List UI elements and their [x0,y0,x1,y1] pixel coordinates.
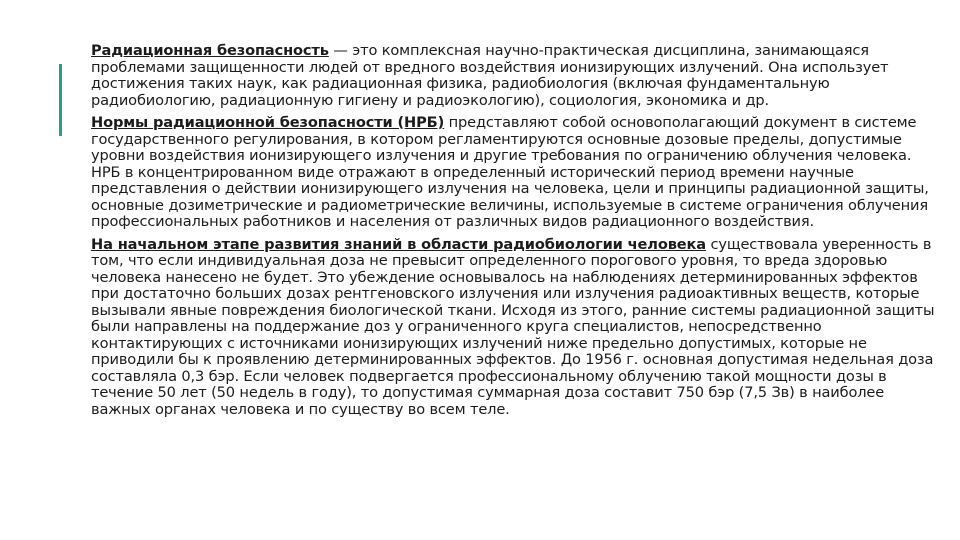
paragraph-text: существовала уверенность в том, что если индивидуальная доза не превысит определенного порогового уровня, то вреда здоровью человека нанесено не будет. Это убеждение основывалось на наблюдениях детерминированных эффектов при достаточно больших дозах рентгеновского излучения или излучения радиоактивных веществ, которые вызывали явные повреждения биологической ткани. Исходя из этого, ранние системы радиационной защиты были направлены на поддержание доз у ограниченного круга специалистов, непосредственно контактирующих с источниками ионизирующих излучений ниже предельно допустимых, которые не приводили бы к проявлению детерминированных эффектов. До 1956 г. основная допустимая недельная доза составляла 0,3 бэр. Если человек подвергается профессиональному облучению такой мощности дозы в течение 50 лет (50 недель в году), то допустимая суммарная доза составит 750 бэр (7,5 Зв) в наиболее важных органах человека и по существу во всем теле. [91,235,935,418]
accent-bar [59,64,62,136]
paragraph-text: — это комплексная научно-практическая дисциплина, занимающаяся проблемами защищенности людей от вредного воздействия ионизирующих излучений. Она использует достижения таких наук, как радиационная физика, радиобиология (включая фундаментальную радиобиологию, радиационную гигиену и радиоэкологию), социология, экономика и др. [91,42,889,109]
paragraph-nrb [91,115,943,231]
slide-content [91,43,943,424]
term-nrb: Нормы радиационной безопасности (НРБ) [91,114,445,131]
paragraph-radiation-safety [91,43,943,109]
term-radiation-safety: Радиационная безопасность [91,42,329,59]
paragraph-history [91,237,943,419]
term-early-stage: На начальном этапе развития знаний в области радиобиологии человека [91,235,706,253]
paragraph-text: представляют собой основополагающий документ в системе государственного регулирования, в котором регламентируются основные дозовые пределы, допустимые уровни воздействия ионизирующего излучения и другие требования по ограничению облучения человека. НРБ в концентрированном виде отражают в определенный исторический период времени научные представления о действии ионизирующего излучения на человека, цели и принципы радиационной защиты, основные дозиметрические и радиометрические величины, используемые в системе ограничения облучения профессиональных работников и населения от различных видов радиационного воздействия. [91,114,929,230]
